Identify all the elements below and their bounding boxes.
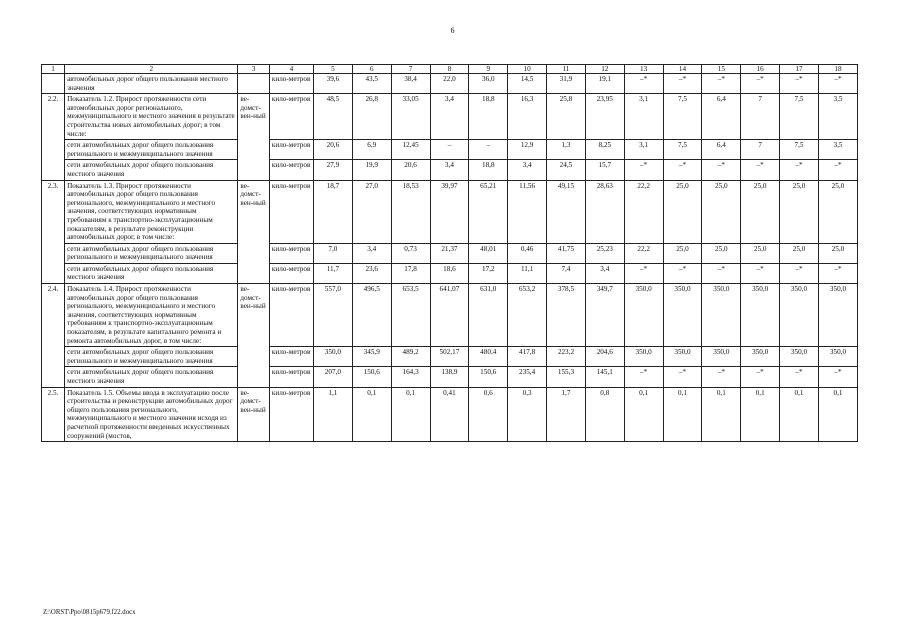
indicator-name-cell: Показатель 1.5. Объемы ввода в эксплуатацию после строительства и реконструкции автомобильных дорог общего пользования регионального, межмуниципального и местного значения исходя из расчетной протяженности введенных искусственных сооружений (мостов, [65,387,238,442]
table-row [42,284,858,347]
value-cell: 23,95 [585,94,624,140]
executor-type-cell: ве-домст-вен-ный [238,180,270,243]
executor-type-cell [238,263,270,283]
value-cell: –* [741,160,780,180]
value-cell: –* [780,263,819,283]
table-row [42,160,858,180]
executor-type-cell [238,140,270,160]
value-cell: 39,6 [313,74,352,94]
value-cell: 16,3 [508,94,547,140]
column-number: 18 [818,65,857,74]
indicator-number-cell [42,160,65,180]
value-cell: 223,2 [547,347,586,367]
value-cell: 1,3 [547,140,586,160]
executor-type-cell: ве-домст-вен-ный [238,94,270,140]
value-cell: 0,1 [624,387,663,442]
indicator-number-cell [42,367,65,387]
value-cell: 41,75 [547,243,586,263]
value-cell: 138,9 [430,367,469,387]
value-cell: 164,3 [391,367,430,387]
unit-cell: кило-метров [269,387,313,442]
value-cell: 12,45 [391,140,430,160]
value-cell: 11,1 [508,263,547,283]
value-cell: –* [818,263,857,283]
value-cell: 19,1 [585,74,624,94]
value-cell: 49,15 [547,180,586,243]
unit-cell: кило-метров [269,347,313,367]
value-cell: 1,1 [313,387,352,442]
value-cell: 350,0 [780,347,819,367]
executor-type-cell: ве-домст-вен-ный [238,284,270,347]
value-cell: 18,6 [430,263,469,283]
table-row [42,140,858,160]
table-row [42,367,858,387]
indicator-number-cell: 2.4. [42,284,65,347]
value-cell: 6,4 [702,140,741,160]
value-cell: 8,25 [585,140,624,160]
value-cell: 0,1 [702,387,741,442]
value-cell: 0,3 [508,387,547,442]
value-cell: –* [702,160,741,180]
value-cell: 631,0 [469,284,508,347]
value-cell: 345,9 [352,347,391,367]
value-cell: 155,3 [547,367,586,387]
executor-type-cell [238,367,270,387]
unit-cell: кило-метров [269,160,313,180]
value-cell: – [430,140,469,160]
value-cell: –* [741,74,780,94]
value-cell: 36,0 [469,74,508,94]
value-cell: –* [741,263,780,283]
column-number: 4 [269,65,313,74]
value-cell: 28,63 [585,180,624,243]
value-cell: 25,0 [741,243,780,263]
executor-type-cell [238,74,270,94]
value-cell: 22,2 [624,243,663,263]
value-cell: 378,5 [547,284,586,347]
indicator-name-cell: Показатель 1.3. Прирост протяженности автомобильных дорог общего пользования регионального, межмуниципального и местного значения, соответствующих нормативным требованиям к транспортно-эксплуатационным показателям, в результате реконструкции автомобильных дорог, в том числе: [65,180,238,243]
value-cell: 0,1 [391,387,430,442]
indicator-number-cell [42,140,65,160]
value-cell: 48,01 [469,243,508,263]
value-cell: 43,5 [352,74,391,94]
value-cell: 207,0 [313,367,352,387]
value-cell: 502,17 [430,347,469,367]
column-number: 16 [741,65,780,74]
value-cell: 350,0 [624,347,663,367]
value-cell: 3,1 [624,94,663,140]
executor-type-cell [238,347,270,367]
column-number: 10 [508,65,547,74]
value-cell: 350,0 [702,284,741,347]
column-number: 2 [65,65,238,74]
value-cell: –* [624,160,663,180]
value-cell: 25,23 [585,243,624,263]
value-cell: –* [663,367,702,387]
value-cell: 7,5 [780,94,819,140]
value-cell: 204,6 [585,347,624,367]
value-cell: 33,05 [391,94,430,140]
value-cell: 235,4 [508,367,547,387]
value-cell: 7 [741,94,780,140]
value-cell: 25,8 [547,94,586,140]
value-cell: 25,0 [663,243,702,263]
value-cell: 7,5 [780,140,819,160]
value-cell: 27,0 [352,180,391,243]
value-cell: –* [702,74,741,94]
value-cell: 0,6 [469,387,508,442]
value-cell: 350,0 [313,347,352,367]
value-cell: 0,8 [585,387,624,442]
value-cell: 1,7 [547,387,586,442]
column-number: 11 [547,65,586,74]
value-cell: –* [818,74,857,94]
value-cell: –* [663,74,702,94]
unit-cell: кило-метров [269,74,313,94]
value-cell: 25,0 [741,180,780,243]
value-cell: 65,21 [469,180,508,243]
value-cell: 3,4 [352,243,391,263]
column-number: 9 [469,65,508,74]
value-cell: 0,46 [508,243,547,263]
value-cell: 350,0 [663,284,702,347]
value-cell: 350,0 [702,347,741,367]
value-cell: 3,5 [818,140,857,160]
value-cell: –* [624,74,663,94]
value-cell: 3,4 [508,160,547,180]
table-row [42,243,858,263]
value-cell: 350,0 [663,347,702,367]
column-number: 7 [391,65,430,74]
value-cell: 6,4 [702,94,741,140]
value-cell: –* [624,263,663,283]
indicator-name-cell: сети автомобильных дорог общего пользования регионального и межмуниципального значения [65,243,238,263]
value-cell: 25,0 [702,180,741,243]
value-cell: 0,1 [663,387,702,442]
value-cell: 3,5 [818,94,857,140]
value-cell: 25,0 [818,180,857,243]
value-cell: 641,07 [430,284,469,347]
value-cell: 3,4 [430,160,469,180]
value-cell: 3,4 [585,263,624,283]
value-cell: 22,2 [624,180,663,243]
unit-cell: кило-метров [269,140,313,160]
value-cell: 20,6 [391,160,430,180]
column-number-row [42,65,858,74]
value-cell: 653,5 [391,284,430,347]
value-cell: –* [663,160,702,180]
value-cell: 0,1 [741,387,780,442]
unit-cell: кило-метров [269,243,313,263]
value-cell: –* [741,367,780,387]
value-cell: 145,1 [585,367,624,387]
column-number: 13 [624,65,663,74]
value-cell: 3,4 [430,94,469,140]
indicator-name-cell: автомобильных дорог общего пользования местного значения [65,74,238,94]
value-cell: 0,1 [780,387,819,442]
value-cell: 20,6 [313,140,352,160]
value-cell: 25,0 [663,180,702,243]
value-cell: –* [624,367,663,387]
table-row [42,74,858,94]
indicators-table [41,64,858,442]
value-cell: 0,41 [430,387,469,442]
value-cell: –* [780,160,819,180]
value-cell: 7,5 [663,94,702,140]
column-number: 5 [313,65,352,74]
value-cell: –* [780,367,819,387]
value-cell: 150,6 [469,367,508,387]
value-cell: –* [818,367,857,387]
value-cell: 0,73 [391,243,430,263]
value-cell: 480,4 [469,347,508,367]
executor-type-cell [238,160,270,180]
value-cell: 26,8 [352,94,391,140]
indicator-number-cell [42,74,65,94]
indicator-name-cell: сети автомобильных дорог общего пользования регионального и межмуниципального значения [65,140,238,160]
column-number: 6 [352,65,391,74]
value-cell: 25,0 [780,180,819,243]
value-cell: 17,2 [469,263,508,283]
value-cell: 18,8 [469,94,508,140]
value-cell: –* [780,74,819,94]
column-number: 12 [585,65,624,74]
value-cell: 557,0 [313,284,352,347]
value-cell: 25,0 [780,243,819,263]
value-cell: 24,5 [547,160,586,180]
value-cell: 350,0 [780,284,819,347]
value-cell: 38,4 [391,74,430,94]
column-number: 15 [702,65,741,74]
value-cell: 653,2 [508,284,547,347]
value-cell: 0,1 [818,387,857,442]
value-cell: 350,0 [818,347,857,367]
value-cell: 350,0 [818,284,857,347]
value-cell: 11,56 [508,180,547,243]
value-cell: – [469,140,508,160]
table-row [42,347,858,367]
value-cell: 0,1 [352,387,391,442]
value-cell: 3,1 [624,140,663,160]
column-number: 3 [238,65,270,74]
executor-type-cell [238,243,270,263]
value-cell: 14,5 [508,74,547,94]
value-cell: 7,4 [547,263,586,283]
column-number: 14 [663,65,702,74]
page-number: 6 [450,26,455,35]
indicator-name-cell: сети автомобильных дорог общего пользования регионального и межмуниципального значения [65,347,238,367]
value-cell: 489,2 [391,347,430,367]
value-cell: 17,8 [391,263,430,283]
indicator-number-cell [42,347,65,367]
value-cell: 7 [741,140,780,160]
value-cell: 22,0 [430,74,469,94]
unit-cell: кило-метров [269,284,313,347]
unit-cell: кило-метров [269,94,313,140]
value-cell: 7,5 [663,140,702,160]
value-cell: 18,8 [469,160,508,180]
value-cell: 15,7 [585,160,624,180]
table-row [42,94,858,140]
table-row [42,180,858,243]
value-cell: 350,0 [741,284,780,347]
indicator-name-cell: сети автомобильных дорог общего пользования местного значения [65,160,238,180]
file-path-footer: Z:\ORST\Ppo\0815p679.f22.docx [43,609,136,616]
indicator-name-cell: Показатель 1.4. Прирост протяженности автомобильных дорог общего пользования регионального, межмуниципального и местного значения, соответствующих нормативным требованиям к транспортно-эксплуатационным показателям, в результате капитального ремонта и ремонта автомобильных дорог, в том числе: [65,284,238,347]
table-row [42,263,858,283]
value-cell: 31,9 [547,74,586,94]
value-cell: 12,9 [508,140,547,160]
unit-cell: кило-метров [269,263,313,283]
value-cell: 349,7 [585,284,624,347]
executor-type-cell: ве-домст-вен-ный [238,387,270,442]
value-cell: 150,6 [352,367,391,387]
indicator-number-cell: 2.5. [42,387,65,442]
indicator-name-cell: сети автомобильных дорог общего пользования местного значения [65,367,238,387]
indicator-number-cell: 2.2. [42,94,65,140]
value-cell: 25,0 [702,243,741,263]
value-cell: 18,53 [391,180,430,243]
column-number: 1 [42,65,65,74]
value-cell: 48,5 [313,94,352,140]
value-cell: 417,8 [508,347,547,367]
indicator-name-cell: Показатель 1.2. Прирост протяженности сети автомобильных дорог регионального, межмуниципального и местного значения в результате строительства новых автомобильных дорог; в том числе: [65,94,238,140]
table-row [42,387,858,442]
value-cell: –* [702,263,741,283]
unit-cell: кило-метров [269,367,313,387]
value-cell: 350,0 [624,284,663,347]
value-cell: 19,9 [352,160,391,180]
value-cell: 23,6 [352,263,391,283]
value-cell: 496,5 [352,284,391,347]
value-cell: –* [663,263,702,283]
value-cell: 39,97 [430,180,469,243]
column-number: 8 [430,65,469,74]
indicator-number-cell [42,263,65,283]
value-cell: 27,9 [313,160,352,180]
value-cell: 350,0 [741,347,780,367]
value-cell: 21,37 [430,243,469,263]
indicator-name-cell: сети автомобильных дорог общего пользования местного значения [65,263,238,283]
value-cell: 7,0 [313,243,352,263]
indicator-number-cell [42,243,65,263]
value-cell: 25,0 [818,243,857,263]
column-number: 17 [780,65,819,74]
value-cell: 11,7 [313,263,352,283]
value-cell: –* [818,160,857,180]
value-cell: 18,7 [313,180,352,243]
value-cell: 6,9 [352,140,391,160]
value-cell: –* [702,367,741,387]
indicator-number-cell: 2.3. [42,180,65,243]
unit-cell: кило-метров [269,180,313,243]
